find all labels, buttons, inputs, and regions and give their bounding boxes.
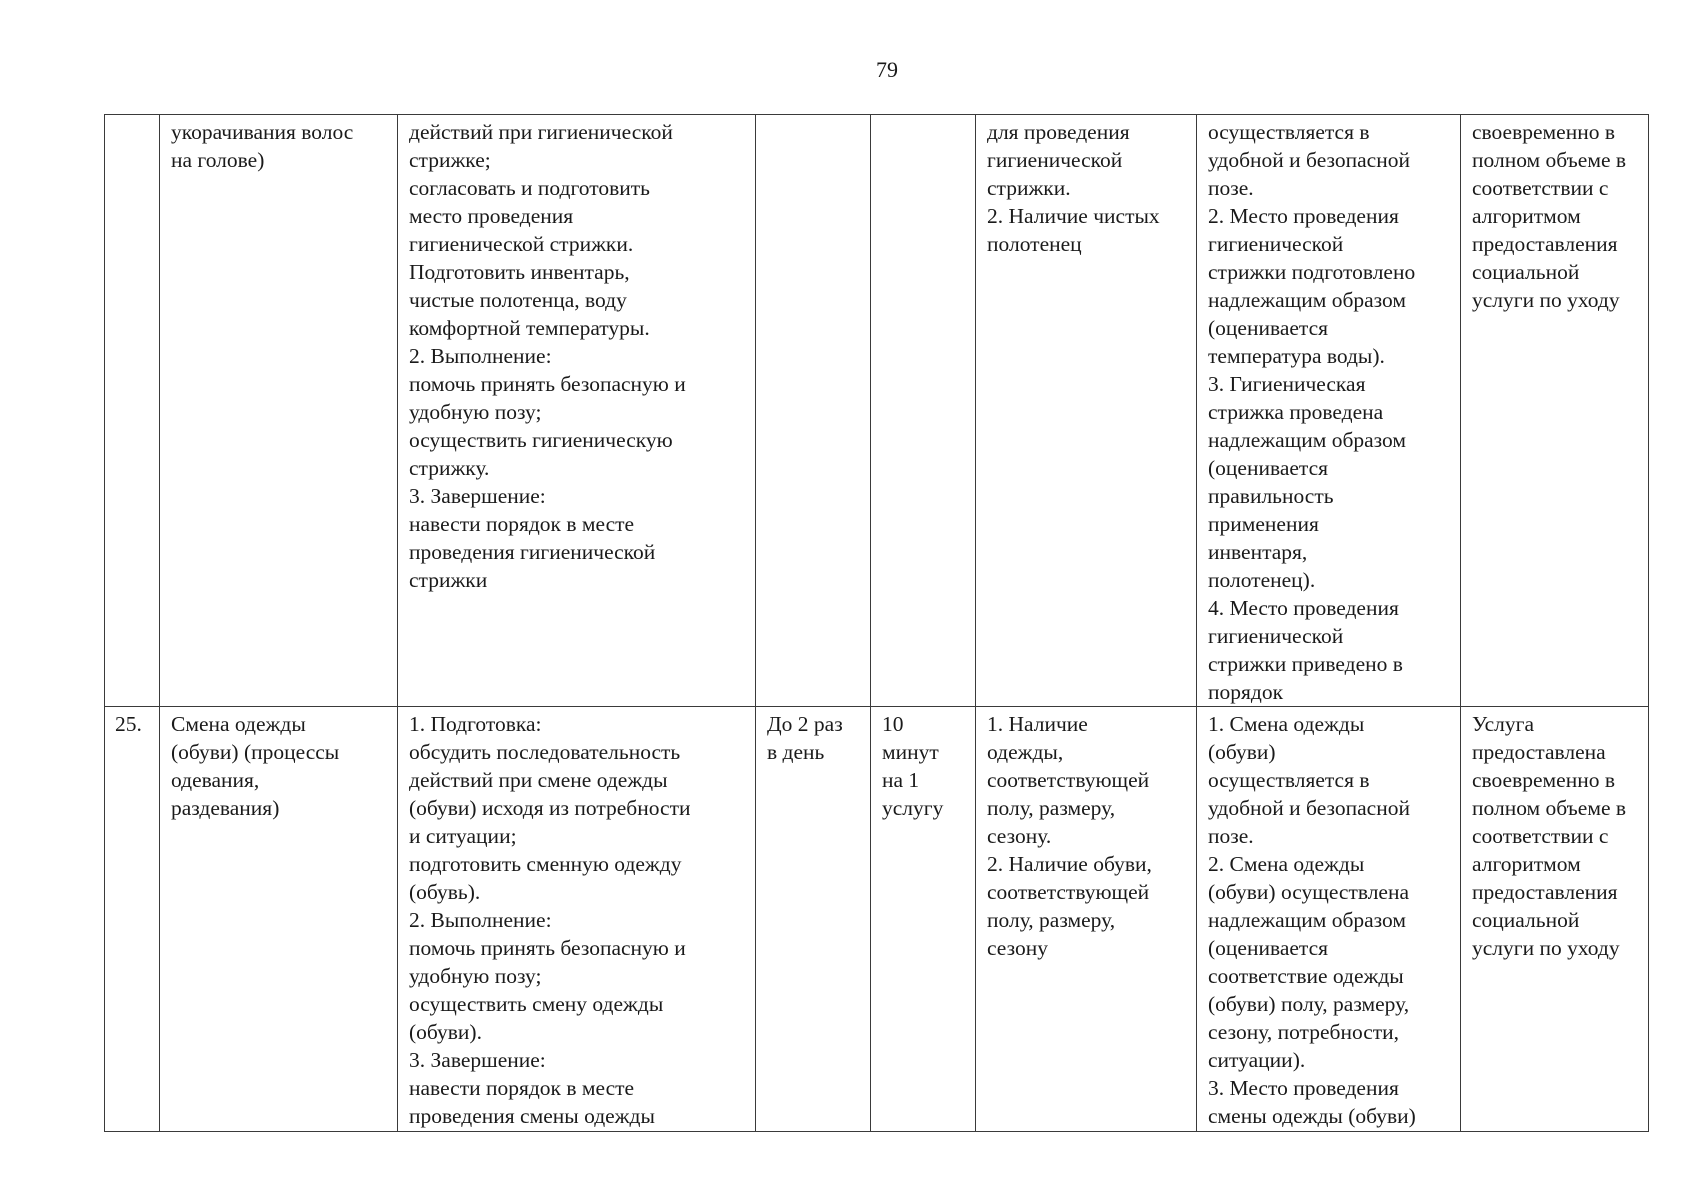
cell-text-line: 3. Завершение: <box>409 484 546 508</box>
cell-text-line: полном объеме в <box>1472 148 1627 172</box>
cell-text-line: стрижке; <box>409 148 491 172</box>
service-name-cell <box>160 115 398 707</box>
cell-text-line: гигиенической <box>1208 624 1344 648</box>
cell-text-line: полу, размеру, <box>987 796 1116 820</box>
cell-text-line: (обуви). <box>409 1020 482 1044</box>
cell-text-line: гигиенической стрижки. <box>409 232 634 256</box>
cell-text-line: укорачивания волос <box>171 120 354 144</box>
cell-text-line: 3. Завершение: <box>409 1048 546 1072</box>
cell-text-line: 2. Смена одежды <box>1208 852 1365 876</box>
cell-text-line: социальной <box>1472 908 1580 932</box>
cell-text-line: навести порядок в месте <box>409 512 635 536</box>
cell-text-line: удобную позу; <box>409 964 542 988</box>
cell-text-line: полу, размеру, <box>987 908 1116 932</box>
cell-text-line: помочь принять безопасную и <box>409 372 686 396</box>
cell-text-line: согласовать и подготовить <box>409 176 650 200</box>
cell-text-line: и ситуации; <box>409 824 517 848</box>
cell-text-line: надлежащим образом <box>1208 288 1406 312</box>
cell-text-line: (обуви) осуществлена <box>1208 880 1410 904</box>
row-number-cell <box>105 707 160 1132</box>
cell-text-line: позе. <box>1208 824 1254 848</box>
cell-text-line: соответствии с <box>1472 176 1609 200</box>
cell-text-line: одежды, <box>987 740 1064 764</box>
cell-text-line: 10 <box>882 712 904 736</box>
result-cell <box>1461 707 1649 1132</box>
cell-text-line: сезону, потребности, <box>1208 1020 1400 1044</box>
cell-text-line: 3. Гигиеническая <box>1208 372 1366 396</box>
cell-text-line: место проведения <box>409 204 574 228</box>
cell-text-line: ситуации). <box>1208 1048 1306 1072</box>
cell-text-line: алгоритмом <box>1472 204 1581 228</box>
cell-text-line: предоставления <box>1472 880 1618 904</box>
cell-text-line: услуги по уходу <box>1472 288 1620 312</box>
cell-text-line: полотенец). <box>1208 568 1316 592</box>
quality-indicators-cell <box>1197 115 1461 707</box>
cell-text-line: Услуга <box>1472 712 1535 736</box>
cell-text-line: применения <box>1208 512 1319 536</box>
cell-text-line: своевременно в <box>1472 768 1615 792</box>
cell-text-line: 2. Наличие обуви, <box>987 852 1152 876</box>
cell-text-line: на 1 <box>882 768 920 792</box>
cell-text-line: позе. <box>1208 176 1254 200</box>
cell-text-line: удобную позу; <box>409 400 542 424</box>
cell-text-line: осуществляется в <box>1208 768 1370 792</box>
cell-text-line: действий при гигиенической <box>409 120 673 144</box>
cell-text-line: стрижка проведена <box>1208 400 1384 424</box>
cell-text-line: (оценивается <box>1208 936 1329 960</box>
cell-text-line: (оценивается <box>1208 456 1329 480</box>
cell-text-line: минут <box>882 740 939 764</box>
result-cell <box>1461 115 1649 707</box>
cell-text-line: правильность <box>1208 484 1334 508</box>
cell-text-line: 25. <box>115 712 142 736</box>
cell-text-line: навести порядок в месте <box>409 1076 635 1100</box>
cell-text-line: подготовить сменную одежду <box>409 852 682 876</box>
cell-text-line: удобной и безопасной <box>1208 148 1410 172</box>
cell-text-line: соответствующей <box>987 768 1150 792</box>
conditions-cell <box>976 115 1197 707</box>
cell-text-line: надлежащим образом <box>1208 908 1406 932</box>
cell-text-line: (обуви) (процессы <box>171 740 340 764</box>
cell-text-line: осуществляется в <box>1208 120 1370 144</box>
row-number-cell <box>105 115 160 707</box>
cell-text-line: соответствие одежды <box>1208 964 1404 988</box>
cell-text-line: 1. Подготовка: <box>409 712 542 736</box>
cell-text-line: (обуви) <box>1208 740 1276 764</box>
cell-text-line: Подготовить инвентарь, <box>409 260 630 284</box>
cell-text-line: (обуви) полу, размеру, <box>1208 992 1410 1016</box>
cell-text-line: 2. Место проведения <box>1208 204 1399 228</box>
cell-text-line: проведения гигиенической <box>409 540 656 564</box>
cell-text-line: своевременно в <box>1472 120 1615 144</box>
cell-text-line: одевания, <box>171 768 260 792</box>
cell-text-line: полотенец <box>987 232 1082 256</box>
cell-text-line: предоставлена <box>1472 740 1606 764</box>
cell-text-line: помочь принять безопасную и <box>409 936 686 960</box>
time-norm-cell <box>871 707 976 1132</box>
cell-text-line: инвентаря, <box>1208 540 1308 564</box>
service-name-cell <box>160 707 398 1132</box>
frequency-cell <box>756 707 871 1132</box>
cell-text-line: действий при смене одежды <box>409 768 668 792</box>
cell-text-line: 3. Место проведения <box>1208 1076 1399 1100</box>
cell-text-line: соответствующей <box>987 880 1150 904</box>
cell-text-line: раздевания) <box>171 796 280 820</box>
cell-text-line: смены одежды (обуви) <box>1208 1104 1416 1128</box>
cell-text-line: в день <box>767 740 825 764</box>
cell-text-line: 1. Наличие <box>987 712 1088 736</box>
cell-text-line: Смена одежды <box>171 712 306 736</box>
cell-text-line: гигиенической <box>987 148 1123 172</box>
frequency-cell <box>756 115 871 707</box>
cell-text-line: удобной и безопасной <box>1208 796 1410 820</box>
service-description-cell <box>398 707 756 1132</box>
cell-text-line: стрижки. <box>987 176 1071 200</box>
cell-text-line: температура воды). <box>1208 344 1385 368</box>
cell-text-line: на голове) <box>171 148 265 172</box>
cell-text-line: 2. Выполнение: <box>409 908 552 932</box>
quality-indicators-cell <box>1197 707 1461 1132</box>
table-row <box>105 707 1649 1132</box>
service-description-cell <box>398 115 756 707</box>
cell-text-line: стрижки приведено в <box>1208 652 1403 676</box>
cell-text-line: (оценивается <box>1208 316 1329 340</box>
cell-text-line: проведения смены одежды <box>409 1104 655 1128</box>
cell-text-line: осуществить смену одежды <box>409 992 664 1016</box>
cell-text-line: для проведения <box>987 120 1130 144</box>
cell-text-line: (обувь). <box>409 880 481 904</box>
cell-text-line: (обуви) исходя из потребности <box>409 796 691 820</box>
cell-text-line: 2. Наличие чистых <box>987 204 1160 228</box>
cell-text-line: 4. Место проведения <box>1208 596 1399 620</box>
cell-text-line: полном объеме в <box>1472 796 1627 820</box>
cell-text-line: чистые полотенца, воду <box>409 288 627 312</box>
table-row <box>105 115 1649 707</box>
cell-text-line: гигиенической <box>1208 232 1344 256</box>
cell-text-line: осуществить гигиеническую <box>409 428 673 452</box>
services-table <box>104 114 1649 1132</box>
conditions-cell <box>976 707 1197 1132</box>
page-number: 79 <box>876 57 898 82</box>
cell-text-line: надлежащим образом <box>1208 428 1406 452</box>
cell-text-line: комфортной температуры. <box>409 316 650 340</box>
cell-text-line: услугу <box>882 796 944 820</box>
cell-text-line: стрижки подготовлено <box>1208 260 1416 284</box>
time-norm-cell <box>871 115 976 707</box>
cell-text-line: 2. Выполнение: <box>409 344 552 368</box>
cell-text-line: предоставления <box>1472 232 1618 256</box>
cell-text-line: сезону <box>987 936 1048 960</box>
cell-text-line: обсудить последовательность <box>409 740 681 764</box>
cell-text-line: соответствии с <box>1472 824 1609 848</box>
cell-text-line: стрижки <box>409 568 488 592</box>
cell-text-line: 1. Смена одежды <box>1208 712 1365 736</box>
cell-text-line: сезону. <box>987 824 1052 848</box>
cell-text-line: услуги по уходу <box>1472 936 1620 960</box>
cell-text-line: алгоритмом <box>1472 852 1581 876</box>
cell-text-line: До 2 раз <box>767 712 843 736</box>
cell-text-line: порядок <box>1208 680 1284 704</box>
cell-text-line: стрижку. <box>409 456 490 480</box>
cell-text-line: социальной <box>1472 260 1580 284</box>
